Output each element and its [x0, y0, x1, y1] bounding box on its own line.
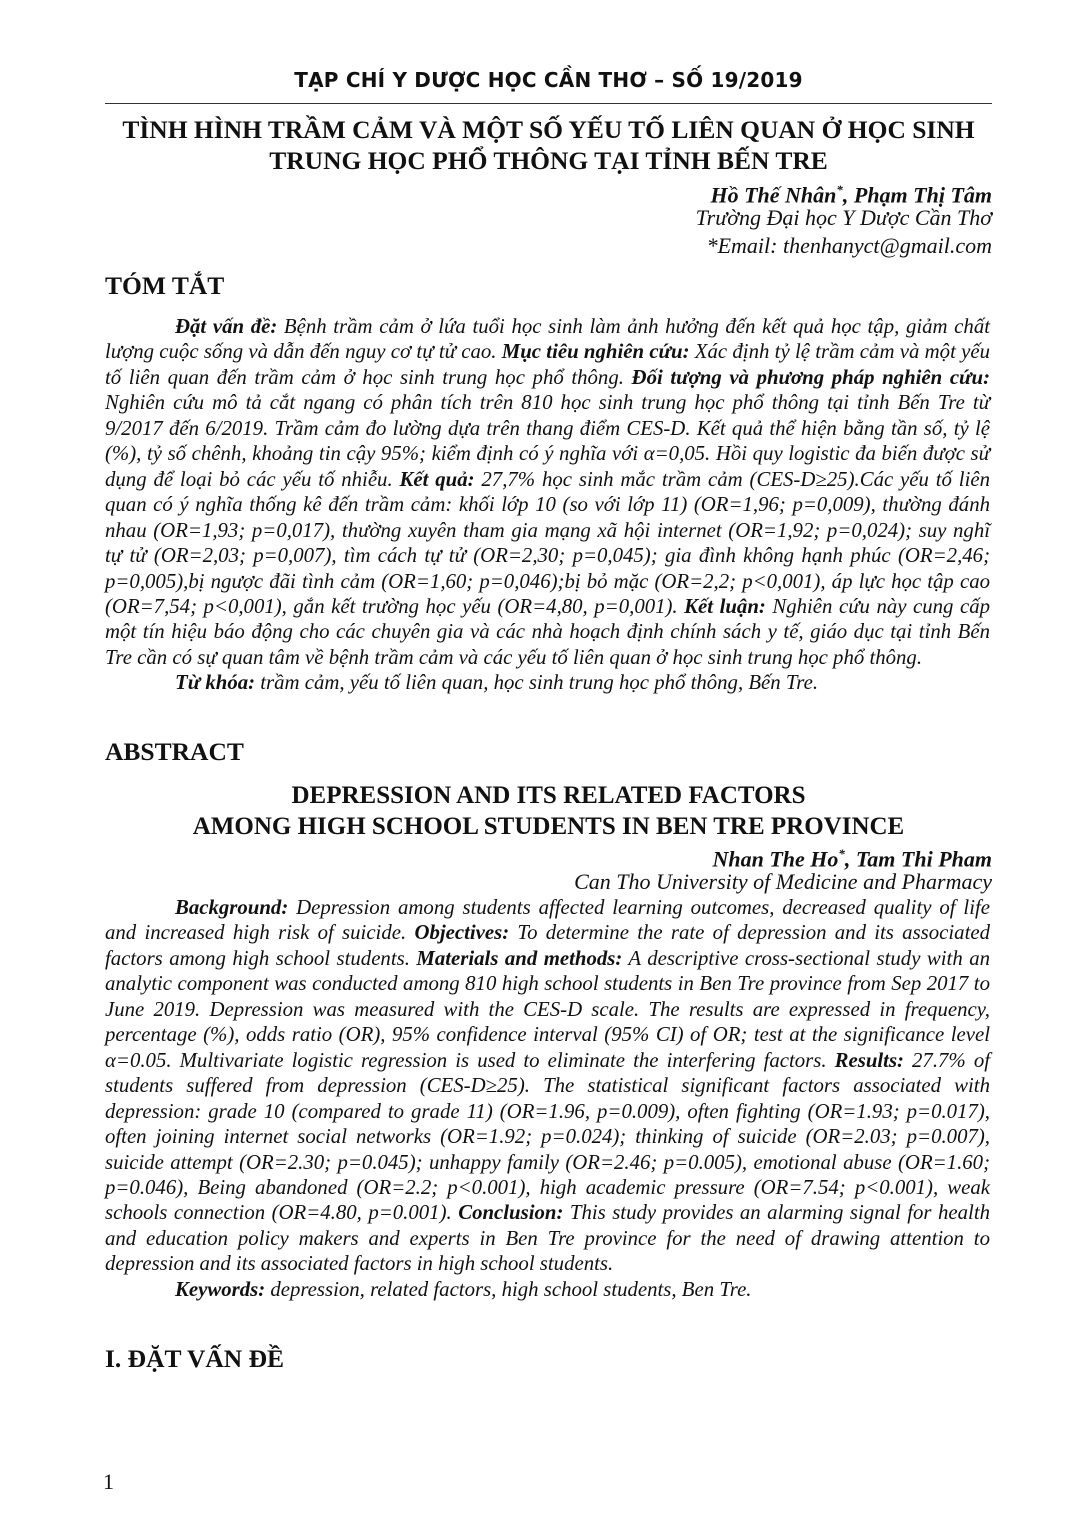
en-conc-text: This study provides an alarming signal for health and education policy makers and experts in Ben Tre province for the need of drawing attention to depression and its associated factors in high school students. — [105, 1201, 990, 1276]
vi-kw-text: trầm cảm, yếu tố liên quan, học sinh trung học phổ thông, Bến Tre. — [255, 671, 819, 695]
vi-kw-label: Từ khóa: — [175, 671, 256, 695]
vi-summary-heading: TÓM TẮT — [105, 271, 225, 300]
en-obj-text: To determine the rate of depression and its associated factors among high school students. — [105, 921, 990, 970]
en-keywords — [105, 1277, 990, 1302]
vi-author-star: * — [836, 182, 843, 197]
vi-title-line-1: TÌNH HÌNH TRẦM CẢM VÀ MỘT SỐ YẾU TỐ LIÊN QUAN Ở HỌC SINH — [122, 115, 975, 144]
en-res-label: Results: — [834, 1048, 904, 1072]
vi-res-text: 27,7% học sinh mắc trầm cảm (CES-D≥25).Các yếu tố liên quan có ý nghĩa thống kê đến trầm cảm: khối lớp 10 (so với lớp 11) (OR=1,96; p=0,009), thường đánh nhau (OR=1,93; p=0,017), thường xuyên tham gia mạng xã hội internet (OR=1,92; p=0,024); suy nghĩ tự tử (OR=2,03; p=0,007), tìm cách tự tử (OR=2,30; p=0,045); gia đình không hạnh phúc (OR=2,46; p=0,005),bị ngược đãi tình cảm (OR=1,60; p=0,046);bị bỏ mặc (OR=2,2; p<0,001), áp lực học tập cao (OR=7,54; p<0,001), gắn kết trường học yếu (OR=4,80, p=0,001). — [105, 467, 990, 618]
header-rule — [105, 103, 992, 104]
vi-author-2: , Phạm Thị Tâm — [842, 182, 992, 208]
vi-author-1: Hồ Thế Nhân — [710, 182, 837, 208]
vi-obj-label: Mục tiêu nghiên cứu: — [501, 340, 690, 364]
en-title — [105, 780, 992, 842]
en-kw-text: depression, related factors, high school students, Ben Tre. — [265, 1277, 752, 1301]
en-title-line-1: DEPRESSION AND ITS RELATED FACTORS — [291, 782, 806, 809]
vi-obj-text: Xác định tỷ lệ trầm cảm và một yếu tố liên quan đến trầm cảm ở học sinh trung học phổ thông. — [105, 340, 990, 389]
vi-meth-label: Đối tượng và phương pháp nghiên cứu: — [631, 365, 991, 389]
vi-title-line-2: TRUNG HỌC PHỔ THÔNG TẠI TỈNH BẾN TRE — [269, 146, 828, 175]
en-abstract — [105, 895, 990, 1302]
en-abstract-heading: ABSTRACT — [105, 737, 244, 766]
vi-bg-label: Đặt vấn đề: — [175, 315, 278, 338]
en-abstract-body — [105, 895, 990, 1277]
en-obj-label: Objectives: — [414, 921, 510, 945]
vi-bg-text: Bệnh trầm cảm ở lứa tuổi học sinh làm ảnh hưởng đến kết quả học tập, giảm chất lượng cuộc sống và dẫn đến nguy cơ tự tử cao. — [105, 315, 990, 364]
section-heading: I. ĐẶT VẤN ĐỀ — [105, 1344, 285, 1373]
vi-affiliation: Trường Đại học Y Dược Cần Thơ — [695, 205, 992, 230]
vi-abstract — [105, 314, 990, 696]
en-bg-text: Depression among students affected learning outcomes, decreased quality of life and increased high risk of suicide. — [105, 896, 990, 945]
vi-res-label: Kết quả: — [399, 467, 475, 491]
en-affiliation: Can Tho University of Medicine and Pharmacy — [574, 869, 992, 894]
vi-conc-label: Kết luận: — [684, 594, 766, 618]
en-bg-label: Background: — [175, 896, 289, 919]
en-author-2: , Tam Thi Pham — [844, 846, 992, 872]
email: *Email: thenhanyct@gmail.com — [706, 233, 992, 258]
vi-keywords — [105, 670, 990, 695]
vi-title — [105, 114, 992, 176]
page-number: 1 — [103, 1469, 114, 1494]
vi-abstract-body — [105, 314, 990, 670]
en-meth-label: Materials and methods: — [416, 946, 623, 970]
en-author-1: Nhan The Ho — [712, 846, 839, 872]
vi-conc-text: Nghiên cứu này cung cấp một tín hiệu báo động cho các chuyên gia và các nhà hoạch định chính sách y tế, giáo dục tại tỉnh Bến Tre cần có sự quan tâm về bệnh trầm cảm và các yếu tố liên quan ở học sinh trung học phổ thông. — [105, 594, 990, 669]
en-title-line-2: AMONG HIGH SCHOOL STUDENTS IN BEN TRE PROVINCE — [192, 813, 905, 840]
journal-header: TẠP CHÍ Y DƯỢC HỌC CẦN THƠ – SỐ 19/2019 — [294, 68, 803, 92]
en-kw-label: Keywords: — [175, 1277, 266, 1301]
en-meth-text: A descriptive cross-sectional study with an analytic component was conducted among 810 high school students in Ben Tre province from Sep 2017 to June 2019. Depression was measured with the CES-D scale. The results are expressed in frequency, percentage (%), odds ratio (OR), 95% confidence interval (95% CI) of OR; test at the significance level α=0.05. Multivariate logistic regression is used to eliminate the interfering factors. — [105, 946, 990, 1072]
vi-meth-text: Nghiên cứu mô tả cắt ngang có phân tích trên 810 học sinh trung học phổ thông tại tỉnh Bến Tre từ 9/2017 đến 6/2019. Trầm cảm đo lường dựa trên thang điểm CES-D. Kết quả thể hiện bằng tần số, tỷ lệ (%), tỷ số chênh, khoảng tin cậy 95%; kiểm định có ý nghĩa với α=0,05. Hồi quy logistic đa biến được sử dụng để loại bỏ các yếu tố nhiễu. — [105, 391, 990, 491]
en-author-star: * — [838, 846, 845, 861]
en-conc-label: Conclusion: — [458, 1201, 564, 1225]
en-res-text: 27.7% of students suffered from depression (CES-D≥25). The statistical significant factors associated with depression: grade 10 (compared to grade 11) (OR=1.96, p=0.009), often fighting (OR=1.93; p=0.017), often joining internet social networks (OR=1.92; p=0.024); thinking of suicide (OR=2.03; p=0.007), suicide attempt (OR=2.30; p=0.045); unhappy family (OR=2.46; p=0.005), emotional abuse (OR=1.60; p=0.046), Being abandoned (OR=2.2; p<0.001), high academic pressure (OR=7.54; p<0.001), weak schools connection (OR=4.80, p=0.001). — [105, 1048, 990, 1225]
